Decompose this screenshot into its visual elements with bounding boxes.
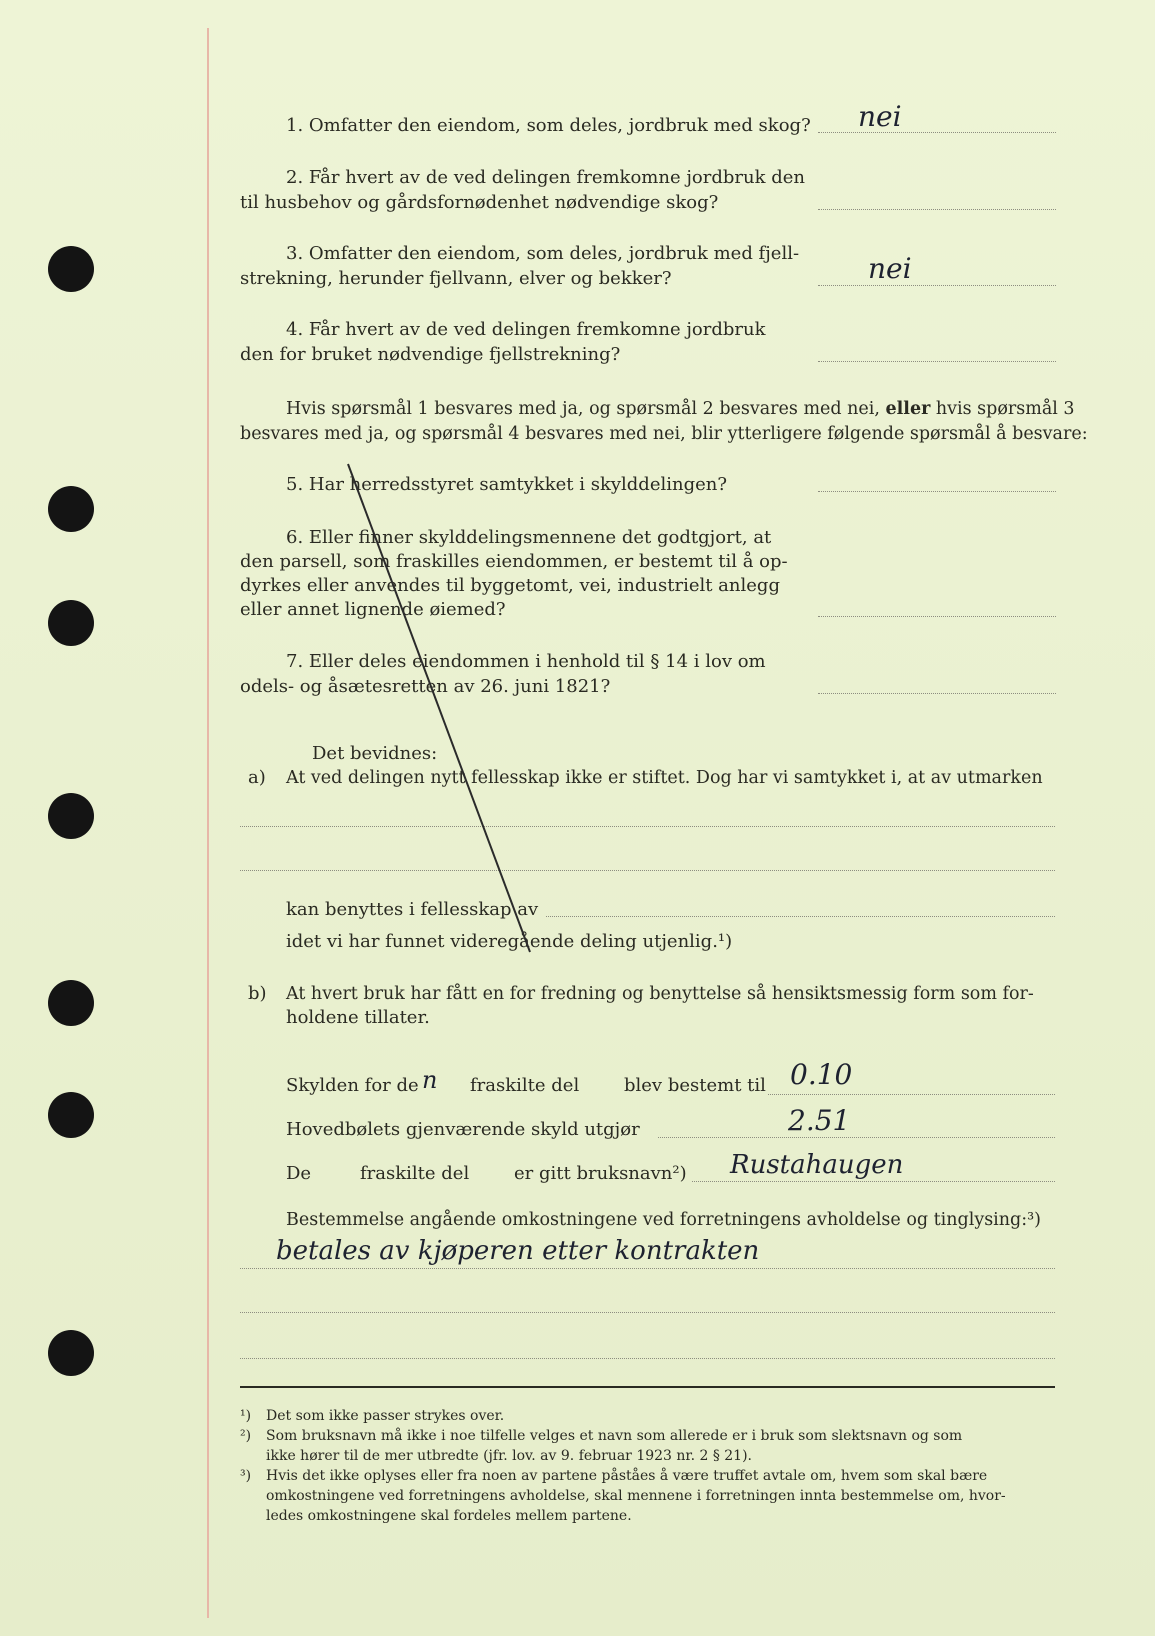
question-4-line-2: den for bruket nødvendige fjellstrekning? <box>240 344 621 365</box>
question-4-line-1: 4. Får hvert av de ved delingen fremkomne jordbruk <box>286 319 766 340</box>
answer-3-handwritten: nei <box>868 252 912 285</box>
question-6-line-1: 6. Eller finner skylddelingsmennene det godtgjort, at <box>286 527 772 548</box>
skyld-label-a: Skylden for de <box>286 1075 419 1096</box>
question-6-line-3: dyrkes eller anvendes til byggetomt, vei, industrielt anlegg <box>240 575 780 596</box>
footnote-3-mark: ³) <box>240 1468 252 1484</box>
question-3-line-2: strekning, herunder fjellvann, elver og bekker? <box>240 268 672 289</box>
footnote-3-line-1: Hvis det ikke oplyses eller fra noen av partene påståes å være truffet avtale om, hvem som skal bære <box>266 1468 988 1484</box>
skyld-value-handwritten: 0.10 <box>790 1058 853 1091</box>
costs-label: Bestemmelse angående omkostningene ved forretningens avholdelse og tinglysing:³) <box>286 1210 1041 1230</box>
question-7-line-1: 7. Eller deles eiendommen i henhold til § 14 i lov om <box>286 651 766 672</box>
skyld-handwritten-suffix: n <box>422 1066 438 1094</box>
footnote-1: Det som ikke passer strykes over. <box>266 1408 505 1424</box>
skyld-label-c: blev bestemt til <box>624 1075 766 1096</box>
item-a-label: a) <box>248 767 266 788</box>
question-6-line-4: eller annet lignende øiemed? <box>240 599 506 620</box>
name-label-c: er gitt bruksnavn²) <box>514 1163 687 1184</box>
footnote-3-line-2: omkostningene ved forretningens avholdelse, skal mennene i forretningen innta bestemmelse om, hvor- <box>266 1488 1006 1504</box>
condition-text-a: Hvis spørsmål 1 besvares med ja, og spørsmål 2 besvares med nei, <box>286 399 886 419</box>
name-label-b: fraskilte del <box>360 1163 470 1184</box>
item-a-text: At ved delingen nytt fellesskap ikke er stiftet. Dog har vi samtykket i, at av utmarken <box>286 768 1043 788</box>
question-6-line-2: den parsell, som fraskilles eiendommen, er bestemt til å op- <box>240 551 788 572</box>
footnote-1-mark: ¹) <box>240 1408 252 1424</box>
question-2-line-2: til husbehov og gårdsfornødenhet nødvendige skog? <box>240 192 719 213</box>
reason-text: idet vi har funnet videregående deling utjenlig.¹) <box>286 931 733 952</box>
question-7-line-2: odels- og åsætesretten av 26. juni 1821? <box>240 676 611 697</box>
strike-through-stroke <box>348 464 530 952</box>
shared-use-label: kan benyttes i fellesskap av <box>286 899 539 920</box>
condition-bold: eller <box>885 399 931 419</box>
question-1: 1. Omfatter den eiendom, som deles, jordbruk med skog? <box>286 115 811 136</box>
skyld-label-b: fraskilte del <box>470 1075 580 1096</box>
item-b-line-1: At hvert bruk har fått en for fredning og benyttelse så hensiktsmessig form som for- <box>286 984 1034 1004</box>
question-5: 5. Har herredsstyret samtykket i skylddelingen? <box>286 474 727 495</box>
condition-line-2: besvares med ja, og spørsmål 4 besvares med nei, blir ytterligere følgende spørsmål å besvare: <box>240 424 1088 444</box>
footnote-2-mark: ²) <box>240 1428 252 1444</box>
footnote-3-line-3: ledes omkostningene skal fordeles mellem partene. <box>266 1508 632 1524</box>
remaining-label: Hovedbølets gjenværende skyld utgjør <box>286 1119 640 1140</box>
answer-1-handwritten: nei <box>858 100 902 133</box>
remaining-value-handwritten: 2.51 <box>788 1104 851 1137</box>
question-3-line-1: 3. Omfatter den eiendom, som deles, jordbruk med fjell- <box>286 243 800 264</box>
question-2-line-1: 2. Får hvert av de ved delingen fremkomne jordbruk den <box>286 167 805 188</box>
footnote-2-line-1: Som bruksnavn må ikke i noe tilfelle velges et navn som allerede er i bruk som slektsnavn og som <box>266 1428 963 1444</box>
footnote-2-line-2: ikke hører til de mer utbredte (jfr. lov. av 9. februar 1923 nr. 2 § 21). <box>266 1448 753 1464</box>
farm-name-handwritten: Rustahaugen <box>730 1150 904 1180</box>
certification-heading: Det bevidnes: <box>312 743 438 764</box>
item-b-line-2: holdene tillater. <box>286 1007 430 1028</box>
costs-handwritten: betales av kjøperen etter kontrakten <box>276 1236 760 1266</box>
item-b-label: b) <box>248 983 267 1004</box>
condition-text-b: hvis spørsmål 3 <box>930 399 1075 419</box>
name-label-a: De <box>286 1163 312 1184</box>
